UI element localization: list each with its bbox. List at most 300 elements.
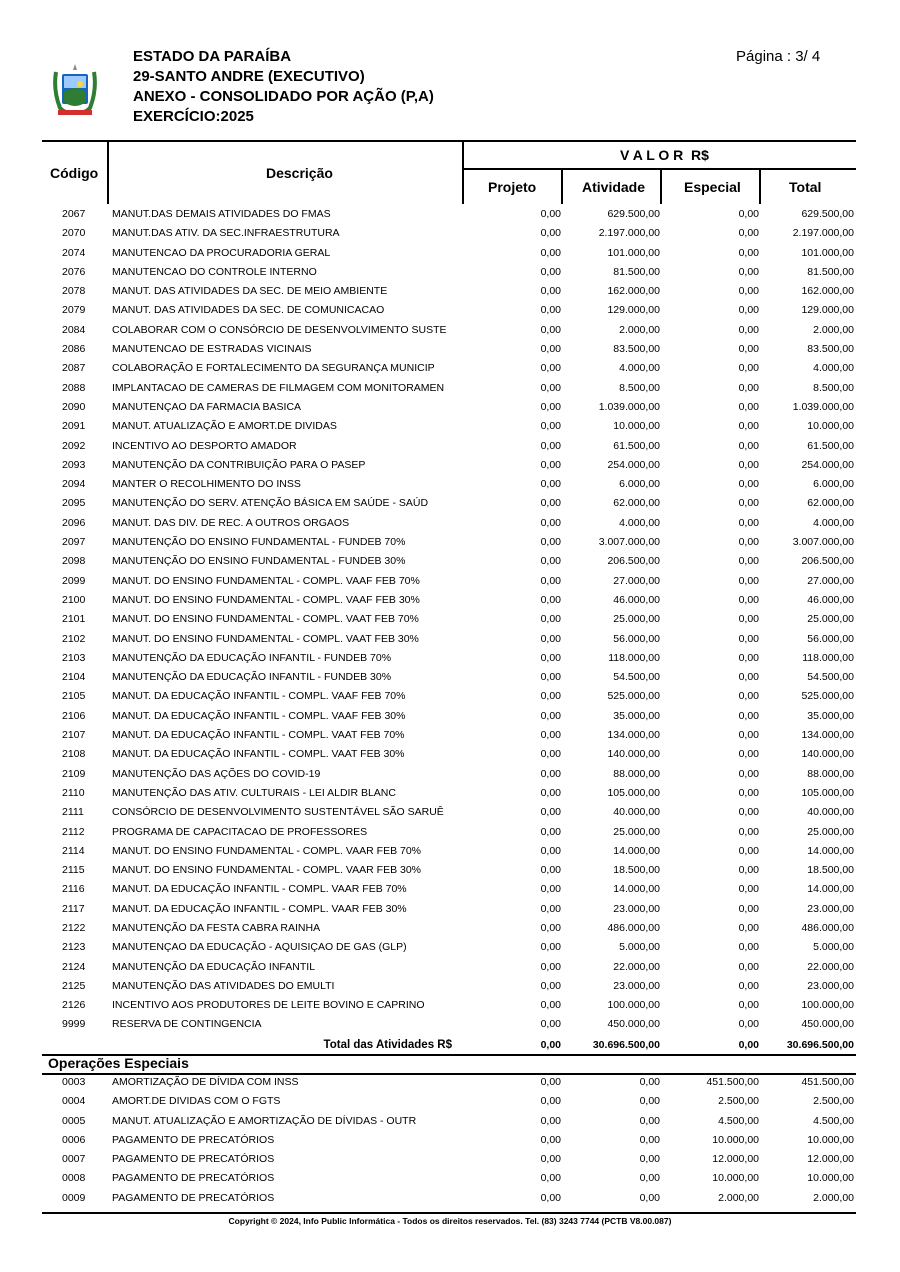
row-code: 0007 bbox=[62, 1153, 86, 1166]
row-total: 118.000,00 bbox=[802, 651, 854, 664]
row-total: 486.000,00 bbox=[801, 921, 854, 934]
row-projeto: 0,00 bbox=[540, 1153, 561, 1166]
row-atividade: 2.000,00 bbox=[619, 323, 660, 336]
row-total: 23.000,00 bbox=[807, 979, 854, 992]
row-code: 0008 bbox=[62, 1172, 86, 1185]
table-row bbox=[0, 282, 900, 301]
row-atividade: 83.500,00 bbox=[613, 343, 660, 356]
row-description: MANUT. DO ENSINO FUNDAMENTAL - COMPL. VAAF FEB 30% bbox=[112, 593, 420, 606]
row-code: 2126 bbox=[62, 999, 86, 1012]
table-row bbox=[0, 938, 900, 957]
row-code: 2095 bbox=[62, 497, 86, 510]
row-especial: 0,00 bbox=[738, 844, 759, 857]
row-projeto: 0,00 bbox=[540, 651, 561, 664]
row-especial: 0,00 bbox=[738, 729, 759, 742]
row-code: 2111 bbox=[62, 806, 84, 819]
footer-copyright: Copyright © 2024, Info Public Informática - Todos os direitos reservados. Tel. (83) 3243 7744 (PCTB V8.00.087) bbox=[228, 1216, 672, 1226]
row-total: 56.000,00 bbox=[807, 632, 854, 645]
row-especial: 0,00 bbox=[738, 921, 759, 934]
row-atividade: 0,00 bbox=[639, 1191, 660, 1204]
row-description: MANUT.DAS DEMAIS ATIVIDADES DO FMAS bbox=[112, 208, 331, 220]
row-description: INCENTIVO AO DESPORTO AMADOR bbox=[112, 439, 297, 452]
table-row bbox=[0, 977, 900, 996]
row-total: 8.500,00 bbox=[813, 381, 854, 394]
row-total: 22.000,00 bbox=[807, 960, 854, 973]
row-code: 2107 bbox=[62, 729, 86, 742]
row-description: MANUTENÇÃO DO ENSINO FUNDAMENTAL - FUNDEB 30% bbox=[112, 555, 406, 568]
row-description: MANUTENÇÃO DA CONTRIBUIÇÃO PARA O PASEP bbox=[112, 458, 366, 471]
row-projeto: 0,00 bbox=[540, 806, 561, 819]
row-projeto: 0,00 bbox=[540, 478, 561, 491]
page-number: Página : 3/ 4 bbox=[736, 48, 821, 65]
row-atividade: 134.000,00 bbox=[607, 729, 660, 742]
row-atividade: 22.000,00 bbox=[613, 960, 660, 973]
table-row bbox=[0, 1169, 900, 1188]
row-total: 14.000,00 bbox=[807, 844, 854, 857]
table-row bbox=[0, 707, 900, 726]
row-description: MANUTENÇÃO DO ENSINO FUNDAMENTAL - FUNDEB 70% bbox=[112, 536, 406, 549]
table-row bbox=[0, 649, 900, 668]
row-code: 2079 bbox=[62, 304, 86, 317]
row-description: COLABORAÇÃO E FORTALECIMENTO DA SEGURANÇA MUNICIP bbox=[112, 362, 435, 375]
row-total: 23.000,00 bbox=[807, 902, 854, 915]
row-atividade: 525.000,00 bbox=[607, 690, 660, 703]
row-atividade: 14.000,00 bbox=[613, 844, 660, 857]
row-especial: 451.500,00 bbox=[706, 1076, 759, 1088]
table-row bbox=[0, 861, 900, 880]
row-projeto: 0,00 bbox=[540, 1076, 561, 1088]
row-description: MANUTENCAO DA PROCURADORIA GERAL bbox=[112, 246, 331, 259]
row-especial: 0,00 bbox=[738, 902, 759, 915]
row-especial: 0,00 bbox=[738, 960, 759, 973]
table-row bbox=[0, 514, 900, 533]
row-code: 0005 bbox=[62, 1114, 86, 1127]
row-total: 12.000,00 bbox=[807, 1153, 854, 1166]
table-row bbox=[0, 572, 900, 591]
row-code: 2115 bbox=[62, 864, 85, 877]
row-atividade: 0,00 bbox=[639, 1133, 660, 1146]
row-total: 4.000,00 bbox=[813, 516, 854, 529]
row-projeto: 0,00 bbox=[540, 632, 561, 645]
row-total: 450.000,00 bbox=[801, 1018, 854, 1031]
row-atividade: 254.000,00 bbox=[607, 458, 660, 471]
table-row bbox=[0, 880, 900, 899]
table-row bbox=[0, 803, 900, 822]
row-description: MANUTENÇAO DA EDUCAÇÃO - AQUISIÇAO DE GAS (GLP) bbox=[112, 941, 407, 954]
row-especial: 0,00 bbox=[738, 613, 759, 626]
row-atividade: 129.000,00 bbox=[607, 304, 660, 317]
row-projeto: 0,00 bbox=[540, 593, 561, 606]
row-code: 2094 bbox=[62, 478, 86, 491]
row-atividade: 450.000,00 bbox=[607, 1018, 660, 1031]
row-atividade: 25.000,00 bbox=[613, 613, 660, 626]
row-total: 162.000,00 bbox=[801, 285, 854, 298]
row-projeto: 0,00 bbox=[540, 1133, 561, 1146]
row-description: PAGAMENTO DE PRECATÓRIOS bbox=[112, 1153, 275, 1166]
row-total: 629.500,00 bbox=[801, 208, 854, 220]
table-row bbox=[0, 765, 900, 784]
row-especial: 0,00 bbox=[738, 304, 759, 317]
row-total: 129.000,00 bbox=[801, 304, 854, 317]
row-projeto: 0,00 bbox=[540, 536, 561, 549]
year-title: EXERCÍCIO:2025 bbox=[133, 108, 254, 125]
row-projeto: 0,00 bbox=[540, 208, 561, 220]
table-row bbox=[0, 1015, 900, 1034]
table-row bbox=[0, 437, 900, 456]
table-row bbox=[0, 552, 900, 571]
total-label: Total das Atividades R$ bbox=[323, 1039, 452, 1051]
total-atividade: 30.696.500,00 bbox=[592, 1039, 660, 1051]
row-projeto: 0,00 bbox=[540, 381, 561, 394]
row-total: 100.000,00 bbox=[801, 999, 854, 1012]
row-code: 2091 bbox=[62, 420, 86, 433]
row-code: 2123 bbox=[62, 941, 86, 954]
row-projeto: 0,00 bbox=[540, 941, 561, 954]
table-row bbox=[0, 244, 900, 263]
row-atividade: 61.500,00 bbox=[613, 439, 660, 452]
row-code: 2098 bbox=[62, 555, 86, 568]
row-total: 2.197.000,00 bbox=[792, 227, 854, 240]
row-especial: 0,00 bbox=[738, 690, 759, 703]
row-atividade: 0,00 bbox=[639, 1153, 660, 1166]
row-code: 2070 bbox=[62, 227, 86, 240]
row-code: 0004 bbox=[62, 1095, 86, 1108]
row-atividade: 4.000,00 bbox=[619, 516, 660, 529]
row-description: IMPLANTACAO DE CAMERAS DE FILMAGEM COM MONITORAMEN bbox=[112, 381, 445, 394]
row-code: 2110 bbox=[62, 786, 85, 799]
row-description: COLABORAR COM O CONSÓRCIO DE DESENVOLVIMENTO SUSTE bbox=[112, 323, 447, 336]
coat-of-arms-icon bbox=[52, 62, 98, 118]
total-especial: 0,00 bbox=[738, 1039, 759, 1051]
row-code: 2125 bbox=[62, 979, 86, 992]
row-especial: 0,00 bbox=[738, 439, 759, 452]
row-description: MANUT. DO ENSINO FUNDAMENTAL - COMPL. VAAR FEB 70% bbox=[112, 844, 422, 857]
total-projeto: 0,00 bbox=[540, 1039, 561, 1051]
row-total: 18.500,00 bbox=[807, 864, 854, 877]
row-projeto: 0,00 bbox=[540, 883, 561, 896]
table-row bbox=[0, 340, 900, 359]
row-total: 134.000,00 bbox=[801, 729, 854, 742]
activities-total-row bbox=[0, 1036, 900, 1054]
row-total: 25.000,00 bbox=[807, 613, 854, 626]
atividade-col-divider bbox=[660, 170, 662, 204]
row-atividade: 2.197.000,00 bbox=[598, 227, 660, 240]
table-row bbox=[0, 224, 900, 243]
table-row bbox=[0, 379, 900, 398]
row-projeto: 0,00 bbox=[540, 671, 561, 684]
row-atividade: 14.000,00 bbox=[613, 883, 660, 896]
row-atividade: 88.000,00 bbox=[613, 767, 660, 780]
table-row bbox=[0, 263, 900, 282]
row-total: 254.000,00 bbox=[801, 458, 854, 471]
row-especial: 0,00 bbox=[738, 285, 759, 298]
especial-col-divider bbox=[759, 170, 761, 204]
row-code: 2074 bbox=[62, 246, 86, 259]
row-total: 83.500,00 bbox=[807, 343, 854, 356]
row-projeto: 0,00 bbox=[540, 265, 561, 278]
table-row bbox=[0, 398, 900, 417]
row-code: 0003 bbox=[62, 1076, 86, 1088]
row-description: MANUTENÇÃO DA EDUCAÇÃO INFANTIL - FUNDEB 70% bbox=[112, 651, 392, 664]
row-code: 2097 bbox=[62, 536, 86, 549]
row-description: MANUT.DAS ATIV. DA SEC.INFRAESTRUTURA bbox=[112, 227, 340, 240]
row-code: 2106 bbox=[62, 709, 86, 722]
row-especial: 0,00 bbox=[738, 593, 759, 606]
table-row bbox=[0, 784, 900, 803]
row-projeto: 0,00 bbox=[540, 516, 561, 529]
row-especial: 10.000,00 bbox=[712, 1172, 759, 1185]
table-row bbox=[0, 900, 900, 919]
row-total: 81.500,00 bbox=[807, 265, 854, 278]
row-description: MANUT. DA EDUCAÇÃO INFANTIL - COMPL. VAAF FEB 30% bbox=[112, 709, 406, 722]
row-description: MANUT. DAS ATIVIDADES DA SEC. DE MEIO AMBIENTE bbox=[112, 285, 388, 298]
row-description: MANUT. DAS ATIVIDADES DA SEC. DE COMUNICACAO bbox=[112, 304, 385, 317]
row-code: 2109 bbox=[62, 767, 86, 780]
row-description: MANUT. DO ENSINO FUNDAMENTAL - COMPL. VAAF FEB 70% bbox=[112, 574, 420, 587]
row-projeto: 0,00 bbox=[540, 1095, 561, 1108]
table-row bbox=[0, 745, 900, 764]
row-atividade: 3.007.000,00 bbox=[598, 536, 660, 549]
report-titles bbox=[133, 47, 434, 127]
row-especial: 2.500,00 bbox=[718, 1095, 759, 1108]
row-projeto: 0,00 bbox=[540, 458, 561, 471]
row-code: 2096 bbox=[62, 516, 86, 529]
row-especial: 0,00 bbox=[738, 709, 759, 722]
row-code: 2088 bbox=[62, 381, 86, 394]
row-description: MANUTENÇÃO DA EDUCAÇÃO INFANTIL - FUNDEB 30% bbox=[112, 671, 392, 684]
row-total: 40.000,00 bbox=[807, 806, 854, 819]
row-especial: 0,00 bbox=[738, 400, 759, 413]
entity-title: 29-SANTO ANDRE (EXECUTIVO) bbox=[133, 68, 365, 85]
table-row bbox=[0, 1092, 900, 1111]
row-projeto: 0,00 bbox=[540, 921, 561, 934]
row-code: 2122 bbox=[62, 921, 86, 934]
row-code: 2116 bbox=[62, 883, 85, 896]
row-total: 140.000,00 bbox=[801, 748, 854, 761]
row-projeto: 0,00 bbox=[540, 767, 561, 780]
row-projeto: 0,00 bbox=[540, 227, 561, 240]
activities-table bbox=[0, 205, 900, 1035]
row-description: MANUTENÇÃO DAS AÇÕES DO COVID-19 bbox=[112, 767, 321, 780]
state-title: ESTADO DA PARAÍBA bbox=[133, 48, 292, 65]
row-atividade: 6.000,00 bbox=[619, 478, 660, 491]
row-especial: 0,00 bbox=[738, 767, 759, 780]
table-row bbox=[0, 456, 900, 475]
row-projeto: 0,00 bbox=[540, 786, 561, 799]
row-atividade: 35.000,00 bbox=[613, 709, 660, 722]
row-code: 2124 bbox=[62, 960, 86, 973]
row-projeto: 0,00 bbox=[540, 439, 561, 452]
row-code: 2100 bbox=[62, 593, 86, 606]
total-total: 30.696.500,00 bbox=[786, 1039, 854, 1051]
row-projeto: 0,00 bbox=[540, 420, 561, 433]
table-row bbox=[0, 475, 900, 494]
row-description: MANUT. DA EDUCAÇÃO INFANTIL - COMPL. VAAT FEB 30% bbox=[112, 748, 405, 761]
row-description: MANUTENÇÃO DA FESTA CABRA RAINHA bbox=[112, 921, 321, 934]
row-projeto: 0,00 bbox=[540, 979, 561, 992]
row-description: MANUTENCAO DO CONTROLE INTERNO bbox=[112, 265, 317, 278]
row-description: MANUTENÇAO DA FARMACIA BASICA bbox=[112, 400, 302, 413]
row-code: 2101 bbox=[62, 613, 86, 626]
row-especial: 0,00 bbox=[738, 362, 759, 375]
row-especial: 0,00 bbox=[738, 323, 759, 336]
row-especial: 0,00 bbox=[738, 343, 759, 356]
row-atividade: 105.000,00 bbox=[607, 786, 660, 799]
row-total: 2.000,00 bbox=[813, 323, 854, 336]
row-projeto: 0,00 bbox=[540, 343, 561, 356]
row-description: PAGAMENTO DE PRECATÓRIOS bbox=[112, 1172, 275, 1185]
row-atividade: 140.000,00 bbox=[607, 748, 660, 761]
row-especial: 0,00 bbox=[738, 632, 759, 645]
table-row bbox=[0, 996, 900, 1015]
special-ops-table bbox=[0, 1073, 900, 1208]
table-row bbox=[0, 533, 900, 552]
row-atividade: 40.000,00 bbox=[613, 806, 660, 819]
row-code: 2099 bbox=[62, 574, 86, 587]
row-description: PAGAMENTO DE PRECATÓRIOS bbox=[112, 1133, 275, 1146]
row-atividade: 81.500,00 bbox=[613, 265, 660, 278]
row-projeto: 0,00 bbox=[540, 400, 561, 413]
row-code: 0009 bbox=[62, 1191, 86, 1204]
row-especial: 0,00 bbox=[738, 883, 759, 896]
row-especial: 0,00 bbox=[738, 825, 759, 838]
row-description: MANUT. DO ENSINO FUNDAMENTAL - COMPL. VAAT FEB 70% bbox=[112, 613, 419, 626]
table-row bbox=[0, 823, 900, 842]
row-description: MANUTENCAO DE ESTRADAS VICINAIS bbox=[112, 343, 312, 356]
table-row bbox=[0, 321, 900, 340]
row-total: 105.000,00 bbox=[801, 786, 854, 799]
row-description: MANUT. ATUALIZAÇÃO E AMORTIZAÇÃO DE DÍVIDAS - OUTR bbox=[112, 1114, 417, 1127]
row-atividade: 23.000,00 bbox=[613, 902, 660, 915]
row-total: 2.500,00 bbox=[813, 1095, 854, 1108]
row-code: 2103 bbox=[62, 651, 86, 664]
row-atividade: 23.000,00 bbox=[613, 979, 660, 992]
table-row bbox=[0, 1131, 900, 1150]
row-projeto: 0,00 bbox=[540, 613, 561, 626]
table-row bbox=[0, 205, 900, 224]
row-description: MANUT. DO ENSINO FUNDAMENTAL - COMPL. VAAT FEB 30% bbox=[112, 632, 419, 645]
row-projeto: 0,00 bbox=[540, 285, 561, 298]
row-especial: 0,00 bbox=[738, 671, 759, 684]
row-especial: 10.000,00 bbox=[712, 1133, 759, 1146]
row-especial: 0,00 bbox=[738, 748, 759, 761]
row-projeto: 0,00 bbox=[540, 748, 561, 761]
row-description: MANUTENÇÃO DAS ATIV. CULTURAIS - LEI ALDIR BLANC bbox=[112, 786, 396, 799]
row-description: CONSÓRCIO DE DESENVOLVIMENTO SUSTENTÁVEL SÃO SARUÊ bbox=[112, 806, 444, 819]
row-atividade: 5.000,00 bbox=[619, 941, 660, 954]
row-total: 4.000,00 bbox=[813, 362, 854, 375]
row-description: MANUT. DAS DIV. DE REC. A OUTROS ORGAOS bbox=[112, 516, 350, 529]
row-especial: 0,00 bbox=[738, 999, 759, 1012]
table-row bbox=[0, 958, 900, 977]
row-description: MANUT. DA EDUCAÇÃO INFANTIL - COMPL. VAAF FEB 70% bbox=[112, 690, 406, 703]
row-atividade: 101.000,00 bbox=[607, 246, 660, 259]
row-especial: 0,00 bbox=[738, 497, 759, 510]
row-total: 35.000,00 bbox=[807, 709, 854, 722]
row-code: 2090 bbox=[62, 400, 86, 413]
row-especial: 4.500,00 bbox=[718, 1114, 759, 1127]
report-title: ANEXO - CONSOLIDADO POR AÇÃO (P,A) bbox=[133, 88, 434, 105]
row-especial: 0,00 bbox=[738, 806, 759, 819]
special-ops-title: Operações Especiais bbox=[48, 1055, 189, 1071]
row-atividade: 118.000,00 bbox=[608, 651, 660, 664]
projeto-col-divider bbox=[561, 170, 563, 204]
row-total: 46.000,00 bbox=[807, 593, 854, 606]
row-description: INCENTIVO AOS PRODUTORES DE LEITE BOVINO E CAPRINO bbox=[112, 999, 425, 1012]
row-atividade: 629.500,00 bbox=[607, 208, 660, 220]
row-total: 10.000,00 bbox=[807, 1172, 854, 1185]
desc-col-divider bbox=[462, 142, 464, 204]
row-code: 2108 bbox=[62, 748, 86, 761]
table-row bbox=[0, 610, 900, 629]
row-total: 1.039.000,00 bbox=[792, 400, 854, 413]
row-projeto: 0,00 bbox=[540, 902, 561, 915]
col-header-value-group: V A L O R R$ bbox=[620, 147, 709, 163]
row-code: 9999 bbox=[62, 1018, 86, 1031]
row-code: 2092 bbox=[62, 439, 86, 452]
row-especial: 0,00 bbox=[738, 651, 759, 664]
col-header-description: Descrição bbox=[266, 165, 333, 181]
row-total: 525.000,00 bbox=[801, 690, 854, 703]
row-description: AMORT.DE DIVIDAS COM O FGTS bbox=[112, 1095, 281, 1108]
row-description: MANUTENÇÃO DO SERV. ATENÇÃO BÁSICA EM SAÚDE - SAÚD bbox=[112, 497, 429, 510]
row-especial: 0,00 bbox=[738, 208, 759, 220]
row-especial: 0,00 bbox=[738, 246, 759, 259]
row-total: 10.000,00 bbox=[807, 1133, 854, 1146]
row-total: 54.500,00 bbox=[807, 671, 854, 684]
table-row bbox=[0, 591, 900, 610]
row-especial: 0,00 bbox=[738, 555, 759, 568]
row-especial: 0,00 bbox=[738, 420, 759, 433]
row-atividade: 0,00 bbox=[639, 1172, 660, 1185]
table-row bbox=[0, 687, 900, 706]
row-especial: 0,00 bbox=[738, 227, 759, 240]
row-atividade: 62.000,00 bbox=[613, 497, 660, 510]
row-projeto: 0,00 bbox=[540, 844, 561, 857]
row-atividade: 206.500,00 bbox=[607, 555, 660, 568]
row-projeto: 0,00 bbox=[540, 555, 561, 568]
row-projeto: 0,00 bbox=[540, 1018, 561, 1031]
row-projeto: 0,00 bbox=[540, 709, 561, 722]
table-row bbox=[0, 630, 900, 649]
row-projeto: 0,00 bbox=[540, 362, 561, 375]
row-total: 88.000,00 bbox=[807, 767, 854, 780]
footer-rule bbox=[42, 1212, 856, 1214]
row-description: MANUT. DA EDUCAÇÃO INFANTIL - COMPL. VAAT FEB 70% bbox=[112, 729, 405, 742]
row-total: 14.000,00 bbox=[807, 883, 854, 896]
row-projeto: 0,00 bbox=[540, 304, 561, 317]
row-total: 2.000,00 bbox=[813, 1191, 854, 1204]
row-projeto: 0,00 bbox=[540, 864, 561, 877]
col-header-total: Total bbox=[789, 179, 822, 195]
row-total: 10.000,00 bbox=[807, 420, 854, 433]
row-total: 27.000,00 bbox=[807, 574, 854, 587]
row-especial: 0,00 bbox=[738, 941, 759, 954]
row-total: 61.500,00 bbox=[807, 439, 854, 452]
row-atividade: 8.500,00 bbox=[619, 381, 660, 394]
col-header-atividade: Atividade bbox=[582, 179, 646, 195]
row-code: 2114 bbox=[62, 844, 85, 857]
row-description: PAGAMENTO DE PRECATÓRIOS bbox=[112, 1191, 275, 1204]
row-projeto: 0,00 bbox=[540, 690, 561, 703]
row-atividade: 18.500,00 bbox=[613, 864, 660, 877]
row-total: 25.000,00 bbox=[807, 825, 854, 838]
row-atividade: 1.039.000,00 bbox=[598, 400, 660, 413]
table-row bbox=[0, 726, 900, 745]
row-projeto: 0,00 bbox=[540, 1114, 561, 1127]
row-total: 206.500,00 bbox=[801, 555, 854, 568]
row-atividade: 56.000,00 bbox=[613, 632, 660, 645]
